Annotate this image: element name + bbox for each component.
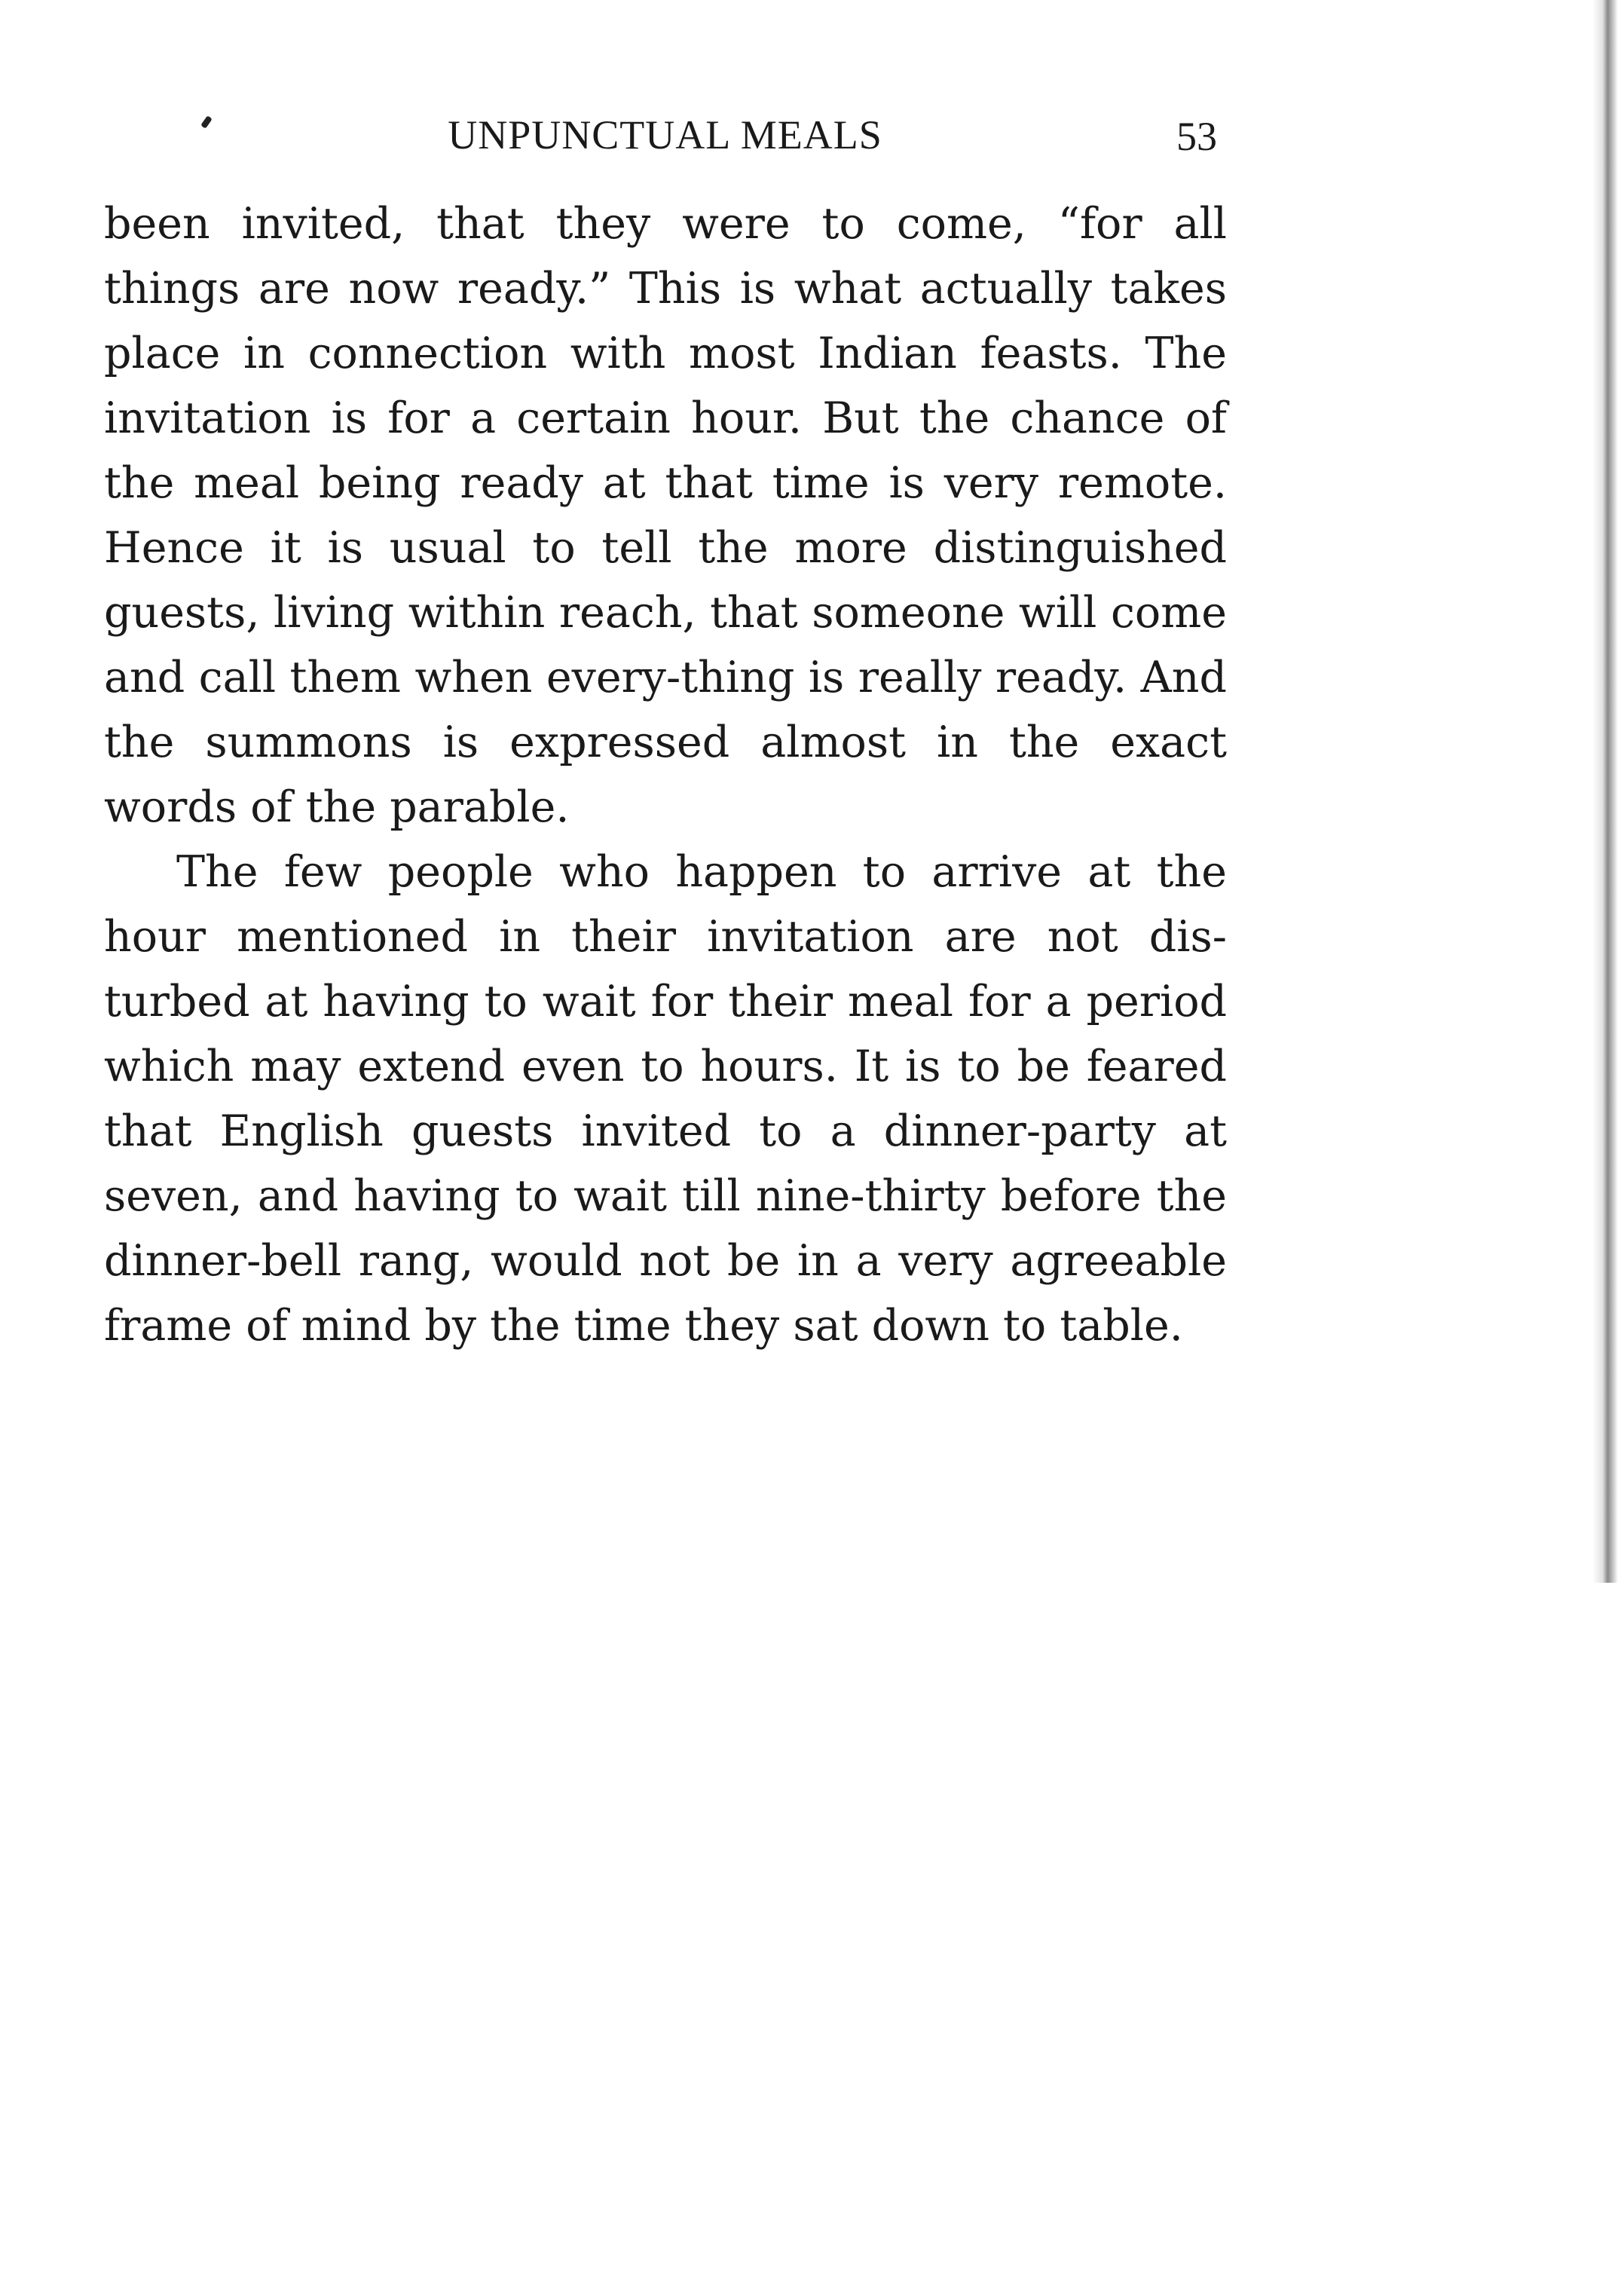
paragraph-1: been invited, that they were to come, “for all things are now ready.” This is what actually takes place in connection with most Indian feasts. The invitation is for a certain hour. But the chance of the meal being ready at that time is very remote. Hence it is usual to tell the more distinguished guests, living within reach, that someone will come and call them when every-thing is really ready. And the summons is expressed almost in the exact words of the parable.	[104, 199, 1227, 832]
paragraph-2: The few people who happen to arrive at the hour mentioned in their invitation are not dis-turbed at having to wait for their meal for a period which may extend even to hours. It is to be feared that English guests invited to a dinner-party at seven, and having to wait till nine-thirty before the dinner-bell rang, would not be in a very agreeable frame of mind by the time they sat down to table.	[104, 847, 1227, 1351]
page-number: 53	[1176, 114, 1217, 159]
chapter-title: UNPUNCTUAL MEALS	[448, 112, 882, 158]
page-edge-shadow	[1592, 0, 1618, 1583]
body-text	[104, 191, 1227, 1358]
running-header	[106, 106, 1225, 166]
